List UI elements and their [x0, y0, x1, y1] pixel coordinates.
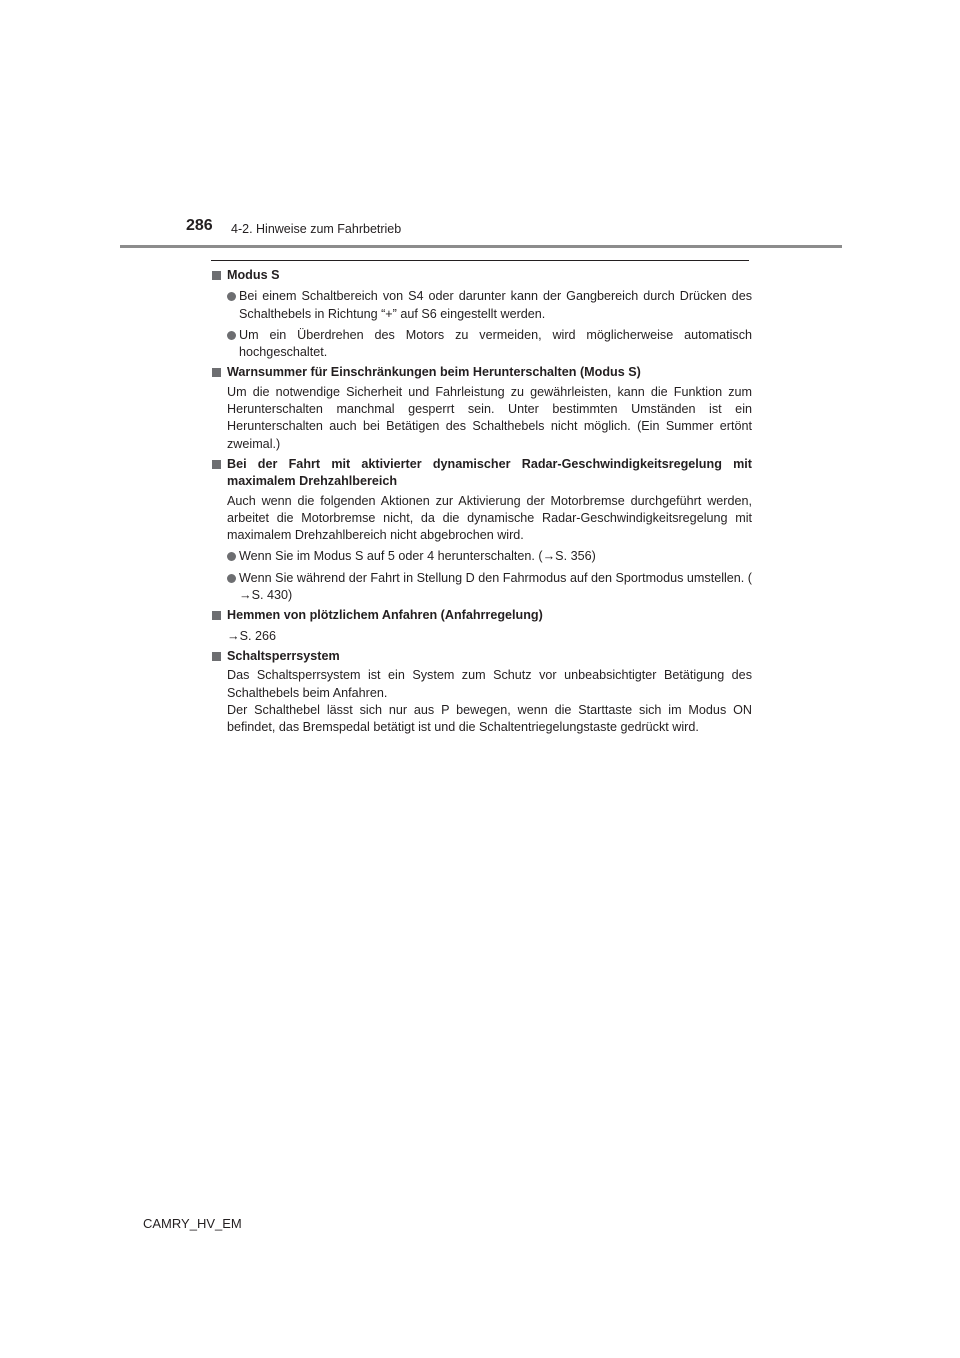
section-paragraph: Um die notwendige Sicherheit und Fahrleistung zu gewährleisten, kann die Funktion zum Herunterschalten manchmal gesperrt sein. Unter bestimmten Umständen ist ein Herunterschalten auch bei Betätigen des Schalthebels nicht möglich. (Ein Summer ertönt zweimal.): [227, 384, 752, 451]
list-item: [227, 570, 752, 605]
list-item: [227, 548, 752, 565]
section-paragraph: Auch wenn die folgenden Aktionen zur Aktivierung der Motorbremse durchgeführt werden, arbeitet die Motorbremse nicht, da die dynamische Radar-Geschwindigkeitsregelung mit maximalem Drehzahlbereich nicht abgebrochen wird.: [227, 493, 752, 543]
square-bullet-icon: [212, 652, 221, 661]
round-bullet-icon: [227, 574, 236, 583]
header-divider: [120, 245, 842, 248]
section-modus-s: [211, 267, 752, 361]
section-anfahrregelung: [211, 607, 752, 645]
list-item-text: Bei einem Schaltbereich von S4 oder darunter kann der Gangbereich durch Drücken des Schalthebels in Richtung “+” auf S6 eingestellt werden.: [239, 289, 752, 321]
section-heading: Hemmen von plötzlichem Anfahren (Anfahrregelung): [227, 608, 543, 623]
model-code: CAMRY_HV_EM: [143, 1216, 242, 1231]
page-number: 286: [186, 217, 213, 234]
square-bullet-icon: [212, 271, 221, 280]
page-reference-link[interactable]: S. 356: [555, 549, 592, 564]
section-warnsummer: [211, 364, 752, 452]
section-schaltsperrsystem: [211, 648, 752, 736]
list-item: [227, 288, 752, 323]
arrow-right-icon: →: [542, 549, 556, 564]
list-item: [227, 327, 752, 362]
round-bullet-icon: [227, 552, 236, 561]
round-bullet-icon: [227, 292, 236, 301]
arrow-right-icon: →: [227, 628, 240, 643]
page-reference-link[interactable]: S. 266: [239, 628, 277, 643]
list-item-text: ): [591, 549, 596, 564]
arrow-right-icon: →: [239, 588, 252, 603]
square-bullet-icon: [212, 368, 221, 377]
list-item-text: Wenn Sie während der Fahrt in Stellung D den Fahrmodus auf den Sportmodus umstellen. (: [239, 570, 752, 585]
list-item-text: Um ein Überdrehen des Motors zu vermeiden, wird möglicherweise automatisch hochgeschaltet.: [239, 327, 752, 360]
round-bullet-icon: [227, 331, 236, 340]
cross-reference: [227, 628, 752, 645]
section-heading: Bei der Fahrt mit aktivierter dynamischer Radar-Geschwindigkeitsregelung mit maximalem Drehzahlbereich: [227, 456, 752, 489]
section-paragraph: Das Schaltsperrsystem ist ein System zum Schutz vor unbeabsichtigter Betätigung des Schalthebels beim Anfahren.: [227, 668, 752, 700]
page-content: [211, 267, 752, 736]
section-paragraph: Der Schalthebel lässt sich nur aus P bewegen, wenn die Starttaste sich im Modus ON befindet, das Bremspedal betätigt ist und die Schaltentriegelungstaste gedrückt wird.: [227, 702, 752, 735]
square-bullet-icon: [212, 611, 221, 620]
square-bullet-icon: [212, 460, 221, 469]
content-divider: [211, 260, 749, 261]
chapter-title: 4-2. Hinweise zum Fahrbetrieb: [231, 222, 402, 236]
list-item-text: ): [288, 588, 293, 603]
page-reference-link[interactable]: S. 430: [251, 588, 289, 603]
section-heading: Warnsummer für Einschränkungen beim Herunterschalten (Modus S): [227, 365, 641, 380]
section-radar-cruise: [211, 456, 752, 604]
list-item-text: Wenn Sie im Modus S auf 5 oder 4 herunterschalten. (: [239, 549, 543, 564]
section-heading: Modus S: [227, 268, 280, 282]
section-heading: Schaltsperrsystem: [227, 648, 340, 663]
